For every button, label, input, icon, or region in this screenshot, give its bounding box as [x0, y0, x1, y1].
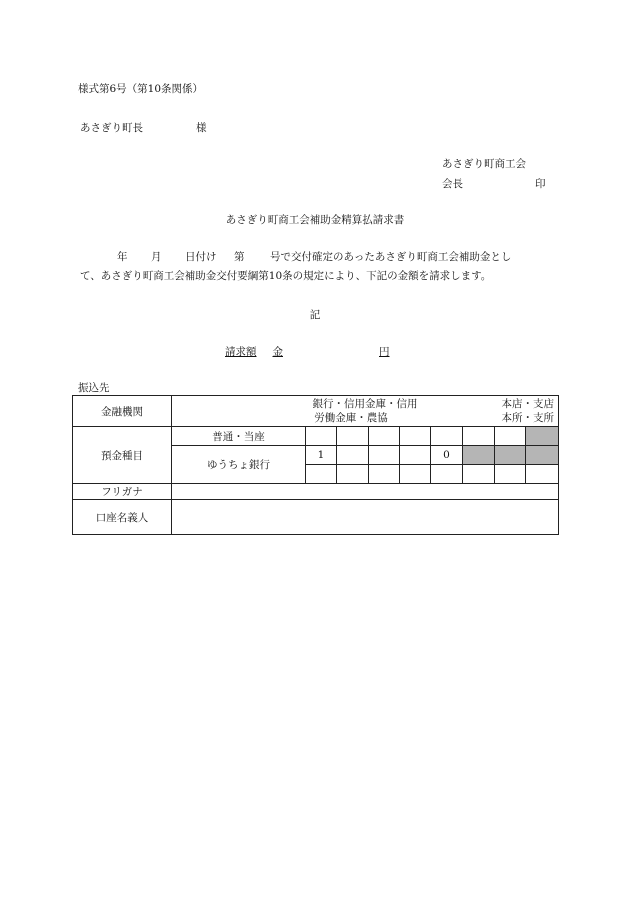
body-line1-rest: 号で交付確定のあったあさぎり町商工会補助金とし [270, 251, 512, 263]
yucho-number-digit[interactable] [306, 465, 337, 484]
yucho-number-digit[interactable] [526, 465, 559, 484]
body-year: 年 [117, 251, 128, 263]
account-digit-cell[interactable] [400, 427, 431, 446]
account-holder-label-cell: 口座名義人 [73, 500, 172, 535]
unused-digit-cell [526, 427, 559, 446]
unused-digit-cell [463, 446, 495, 465]
account-digit-cell[interactable] [431, 427, 463, 446]
deposit-type-cell[interactable]: 普通・当座 [172, 427, 306, 446]
claim-label: 請求額 [225, 346, 257, 358]
yucho-symbol-digit[interactable]: 1 [306, 446, 337, 465]
body-line2: て、あさぎり町商工会補助金交付要綱第10条の規定により、下記の金額を請求します。 [80, 270, 492, 282]
furigana-label-cell: フリガナ [73, 484, 172, 500]
yucho-symbol-digit[interactable] [369, 446, 400, 465]
transfer-label: 振込先 [78, 382, 110, 394]
account-digit-cell[interactable] [463, 427, 495, 446]
yucho-number-digit[interactable] [400, 465, 431, 484]
claim-yen: 円 [379, 346, 390, 358]
yucho-symbol-digit[interactable]: 0 [431, 446, 463, 465]
institution-types: 銀行・信用金庫・信用 労働金庫・農協 [312, 398, 418, 424]
seal-mark: 印 [535, 178, 546, 190]
yucho-number-digit[interactable] [337, 465, 369, 484]
form-number: 様式第6号（第10条関係） [78, 83, 204, 95]
addressee-honorific: 様 [196, 122, 207, 134]
account-digit-cell[interactable] [306, 427, 337, 446]
unused-digit-cell [526, 446, 559, 465]
account-holder-input-cell[interactable] [172, 500, 559, 535]
furigana-input-cell[interactable] [172, 484, 559, 500]
body-no: 第 [234, 251, 245, 263]
account-digit-cell[interactable] [337, 427, 369, 446]
claim-amount-line [225, 344, 400, 359]
institution-input-cell[interactable] [172, 396, 559, 427]
sender-title: 会長 [442, 178, 463, 190]
ki-heading: 記 [309, 309, 321, 321]
yucho-number-digit[interactable] [463, 465, 495, 484]
sender-org: あさぎり町商工会 [442, 158, 526, 170]
yucho-symbol-digit[interactable] [400, 446, 431, 465]
yucho-number-digit[interactable] [431, 465, 463, 484]
deposit-label-cell: 預金種目 [73, 427, 172, 484]
branch-types: 本店・支店 本所・支所 [501, 398, 555, 424]
document-title: あさぎり町商工会補助金精算払請求書 [225, 214, 405, 226]
account-digit-cell[interactable] [369, 427, 400, 446]
institution-label-cell: 金融機関 [73, 396, 172, 427]
body-dated: 日付け [185, 251, 217, 263]
yucho-number-digit[interactable] [495, 465, 526, 484]
unused-digit-cell [495, 446, 526, 465]
yucho-label-cell: ゆうちょ銀行 [172, 446, 306, 484]
yucho-symbol-digit[interactable] [337, 446, 369, 465]
claim-kin: 金 [272, 346, 283, 358]
account-digit-cell[interactable] [495, 427, 526, 446]
addressee-name: あさぎり町長 [80, 122, 143, 134]
bank-info-table [72, 395, 559, 535]
yucho-number-digit[interactable] [369, 465, 400, 484]
body-month: 月 [151, 251, 162, 263]
